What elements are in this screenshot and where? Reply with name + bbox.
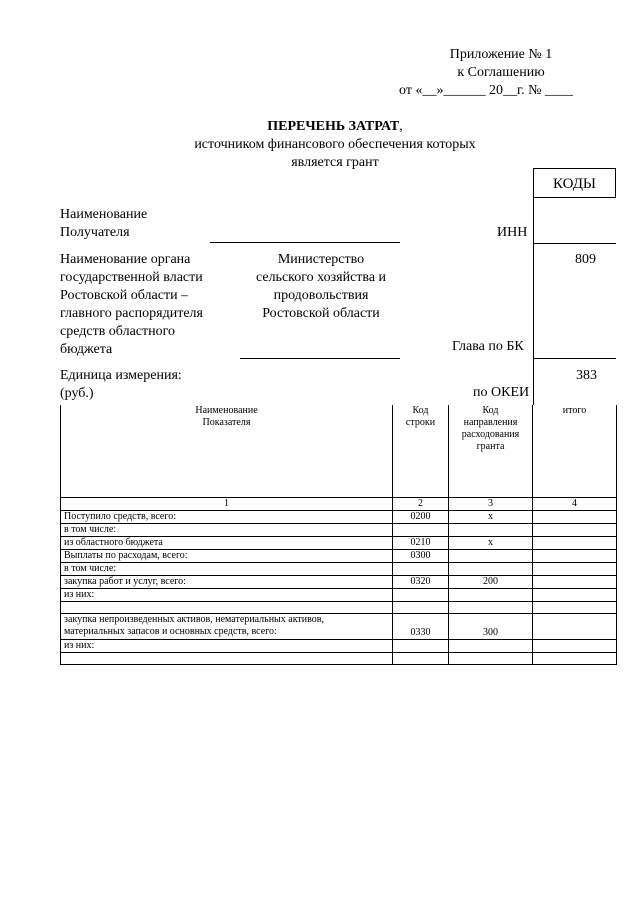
column-number: 4 (533, 497, 617, 510)
column-header-direction-code: Код направления расходования гранта (449, 405, 533, 497)
authority-label-line: бюджета (60, 342, 113, 357)
row-indicator-name: Поступило средств, всего: (61, 510, 393, 523)
unit-label-line1: Единица измерения: (60, 368, 182, 383)
column-number: 1 (61, 497, 393, 510)
row-indicator-name (61, 601, 393, 613)
row-line-code: 0320 (393, 575, 449, 588)
row-line-code: 0330 (393, 613, 449, 639)
codes-header-cell (533, 168, 616, 198)
row-line-code (393, 523, 449, 536)
row-line-code: 0210 (393, 536, 449, 549)
document-title (120, 118, 550, 172)
authority-label-line: Наименование органа (60, 252, 191, 267)
table-row (61, 523, 617, 536)
column-header-total: итого (533, 405, 617, 497)
header-block (360, 46, 610, 100)
row-total-value[interactable] (533, 575, 617, 588)
title-comma: , (399, 119, 403, 134)
row-total-value[interactable] (533, 536, 617, 549)
authority-name-line: сельского хозяйства и (255, 270, 387, 285)
title-main: ПЕРЕЧЕНЬ ЗАТРАТ (267, 119, 400, 134)
codes-header: КОДЫ (552, 176, 597, 192)
row-total-value[interactable] (533, 588, 617, 601)
codes-column-border (533, 198, 534, 405)
row-direction-code: 200 (449, 575, 533, 588)
row-direction-code (449, 601, 533, 613)
table-row (61, 588, 617, 601)
column-number: 2 (393, 497, 449, 510)
row-line-code (393, 601, 449, 613)
authority-name-line: Министерство (277, 252, 365, 267)
authority-name-line: Ростовской области (262, 306, 380, 321)
row-direction-code (449, 639, 533, 652)
codes-divider-1 (533, 243, 616, 244)
row-indicator-name: закупка работ и услуг, всего: (61, 575, 393, 588)
row-direction-code: 300 (449, 613, 533, 639)
table-row (61, 510, 617, 523)
row-direction-code (449, 523, 533, 536)
authority-label-line: средств областного (60, 324, 176, 339)
table-row (61, 601, 617, 613)
okei-code: 383 (576, 368, 597, 383)
row-direction-code (449, 588, 533, 601)
row-total-value[interactable] (533, 652, 617, 664)
authority-label-line: главного распорядителя (60, 306, 203, 321)
bk-label: Глава по БК (452, 339, 524, 354)
agreement-label: к Соглашению (457, 65, 545, 80)
table-row (61, 613, 617, 639)
table-row (61, 549, 617, 562)
authority-name-underline (240, 344, 400, 359)
row-total-value[interactable] (533, 510, 617, 523)
table-row (61, 562, 617, 575)
row-indicator-name: из них: (61, 588, 393, 601)
appendix-label: Приложение № 1 (449, 47, 553, 62)
recipient-label-line1: Наименование (60, 207, 148, 222)
authority-name (236, 251, 406, 323)
row-indicator-name: в том числе: (61, 562, 393, 575)
row-total-value[interactable] (533, 549, 617, 562)
recipient-name-field[interactable] (210, 226, 400, 243)
row-line-code (393, 639, 449, 652)
row-total-value[interactable] (533, 562, 617, 575)
table-header-row (61, 405, 617, 497)
row-line-code (393, 588, 449, 601)
column-number: 3 (449, 497, 533, 510)
column-header-indicator: Наименование Показателя (61, 405, 393, 497)
row-direction-code (449, 652, 533, 664)
title-subtitle-2: является грант (291, 155, 379, 170)
row-total-value[interactable] (533, 639, 617, 652)
table-row (61, 575, 617, 588)
recipient-label-line2: Получателя (60, 225, 130, 240)
row-indicator-name: закупка непроизведенных активов, нематериальных активов, материальных запасов и основных средств, всего: (61, 613, 393, 639)
row-total-value[interactable] (533, 523, 617, 536)
authority-name-line: продовольствия (273, 288, 369, 303)
row-indicator-name: Выплаты по расходам, всего: (61, 549, 393, 562)
row-indicator-name: из областного бюджета (61, 536, 393, 549)
table-row (61, 652, 617, 664)
title-subtitle-1: источником финансового обеспечения которых (194, 137, 476, 152)
unit-label (60, 367, 182, 403)
row-line-code: 0300 (393, 549, 449, 562)
row-direction-code (449, 549, 533, 562)
table-body (61, 510, 617, 664)
authority-label (60, 251, 203, 359)
unit-label-line2: (руб.) (60, 386, 94, 401)
inn-label: ИНН (497, 225, 528, 240)
row-direction-code: х (449, 510, 533, 523)
row-line-code (393, 652, 449, 664)
table-row (61, 639, 617, 652)
costs-table (60, 405, 617, 665)
row-indicator-name (61, 652, 393, 664)
codes-divider-2 (533, 358, 616, 359)
row-total-value[interactable] (533, 601, 617, 613)
column-header-line-code: Код строки (393, 405, 449, 497)
row-direction-code: х (449, 536, 533, 549)
row-indicator-name: из них: (61, 639, 393, 652)
authority-label-line: Ростовской области – (60, 288, 189, 303)
bk-code: 809 (575, 252, 596, 267)
table-numbers-row (61, 497, 617, 510)
agreement-date-line: от «__»______ 20__г. № ____ (399, 83, 573, 98)
row-line-code (393, 562, 449, 575)
recipient-label (60, 206, 147, 242)
row-indicator-name: в том числе: (61, 523, 393, 536)
row-direction-code (449, 562, 533, 575)
okei-label: по ОКЕИ (473, 385, 530, 400)
row-total-value[interactable] (533, 613, 617, 639)
table-row (61, 536, 617, 549)
authority-label-line: государственной власти (60, 270, 203, 285)
row-line-code: 0200 (393, 510, 449, 523)
